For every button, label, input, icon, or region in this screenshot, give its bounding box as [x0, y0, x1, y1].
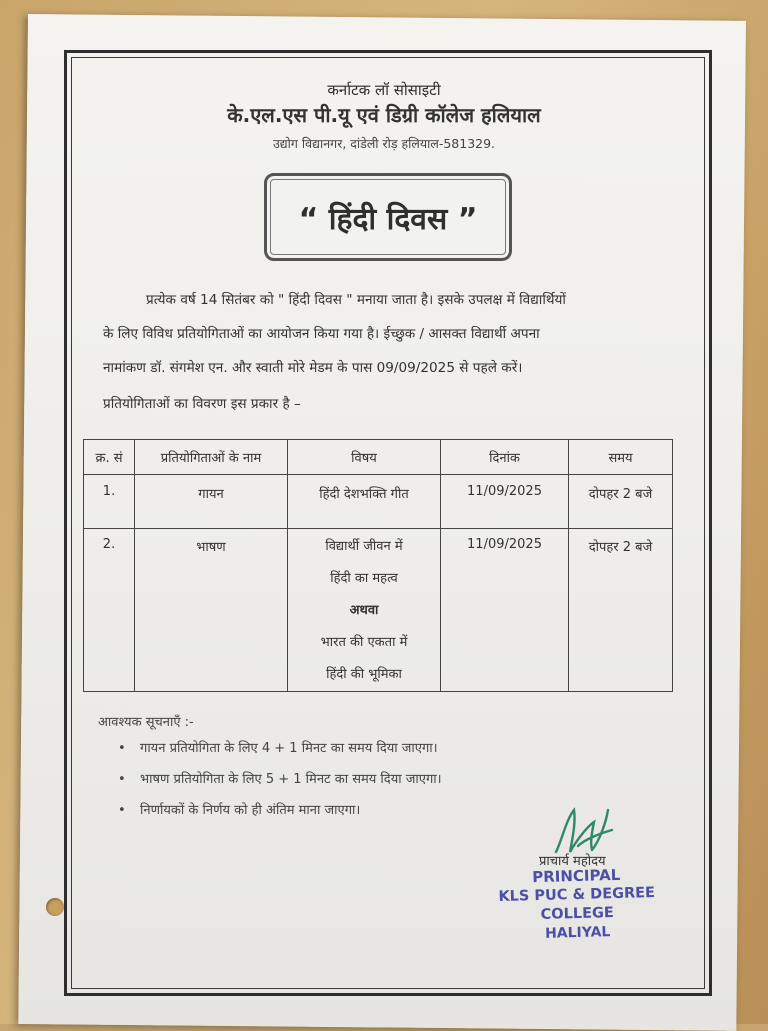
subject-line-or: अथवा — [349, 603, 379, 618]
competition-table — [83, 439, 673, 692]
intro-line-1: प्रत्येक वर्ष 14 सितंबर को " हिंदी दिवस " मनाया जाता है। इसके उपलक्ष में विद्यार्थियों — [146, 292, 566, 308]
subject-line: हिंदी का महत्व — [330, 571, 398, 586]
bullet-icon: • — [118, 741, 126, 756]
college-address: उद्योग विद्यानगर, दांडेली रोड़ हलियाल-581329. — [272, 136, 496, 151]
header-time: समय — [569, 440, 673, 475]
row-date: 11/09/2025 — [441, 475, 569, 529]
intro-line-3: नामांकण डॉ. संगमेश एन. और स्वाती मोरे मेडम के पास 09/09/2025 से पहले करें। — [103, 360, 523, 376]
intro-line-2: के लिए विविध प्रतियोगिताओं का आयोजन किया गया है। ईच्छुक / आसक्त विद्यार्थी अपना — [103, 326, 540, 342]
subject-line: हिंदी की भूमिका — [326, 667, 402, 682]
table-header-row — [84, 440, 673, 475]
subject-line: भारत की एकता में — [320, 635, 408, 650]
bullet-icon: • — [118, 803, 126, 818]
list-item — [118, 733, 442, 764]
row-competition: गायन — [135, 475, 288, 529]
bullet-icon: • — [118, 772, 126, 787]
notes-list — [118, 733, 442, 826]
row-time: दोपहर 2 बजे — [569, 475, 673, 529]
page-title: “ हिंदी दिवस ” — [298, 201, 478, 237]
row-time: दोपहर 2 बजे — [569, 529, 673, 692]
stamp-line-principal: PRINCIPAL — [531, 865, 621, 887]
subject-line: विद्यार्थी जीवन में — [325, 539, 403, 554]
society-name: कर्नाटक लॉ सोसाइटी — [327, 81, 441, 99]
header-subject: विषय — [288, 440, 441, 475]
table-row — [84, 529, 673, 692]
note-text: निर्णायकों के निर्णय को ही अंतिम माना जाएगा। — [140, 803, 361, 818]
header-serial: क्र. सं — [84, 440, 135, 475]
row-date: 11/09/2025 — [441, 529, 569, 692]
list-item — [118, 795, 442, 826]
list-item — [118, 764, 442, 795]
title-box — [264, 173, 512, 261]
row-serial: 2. — [84, 529, 135, 692]
row-serial: 1. — [84, 475, 135, 529]
principal-stamp — [463, 864, 691, 946]
row-competition: भाषण — [135, 529, 288, 692]
principal-title: प्राचार्य महोदय — [539, 854, 606, 869]
row-subject — [288, 529, 441, 692]
intro-line-4: प्रतियोगिताओं का विवरण इस प्रकार है – — [103, 396, 301, 412]
header-competition: प्रतियोगिताओं के नाम — [135, 440, 288, 475]
punch-hole — [46, 898, 64, 916]
college-name: के.एल.एस पी.यू एवं डिग्री कॉलेज हलियाल — [227, 103, 541, 127]
stamp-line-college: KLS PUC & DEGREE COLLEGE — [498, 884, 656, 923]
note-text: गायन प्रतियोगिता के लिए 4 + 1 मिनट का समय दिया जाएगा। — [140, 741, 438, 756]
notes-title: आवश्यक सूचनाएँ :- — [98, 715, 194, 730]
header-date: दिनांक — [441, 440, 569, 475]
row-subject: हिंदी देशभक्ति गीत — [288, 475, 441, 529]
note-text: भाषण प्रतियोगिता के लिए 5 + 1 मिनट का समय दिया जाएगा। — [140, 772, 442, 787]
table-row — [84, 475, 673, 529]
stamp-line-city: HALIYAL — [544, 924, 611, 942]
